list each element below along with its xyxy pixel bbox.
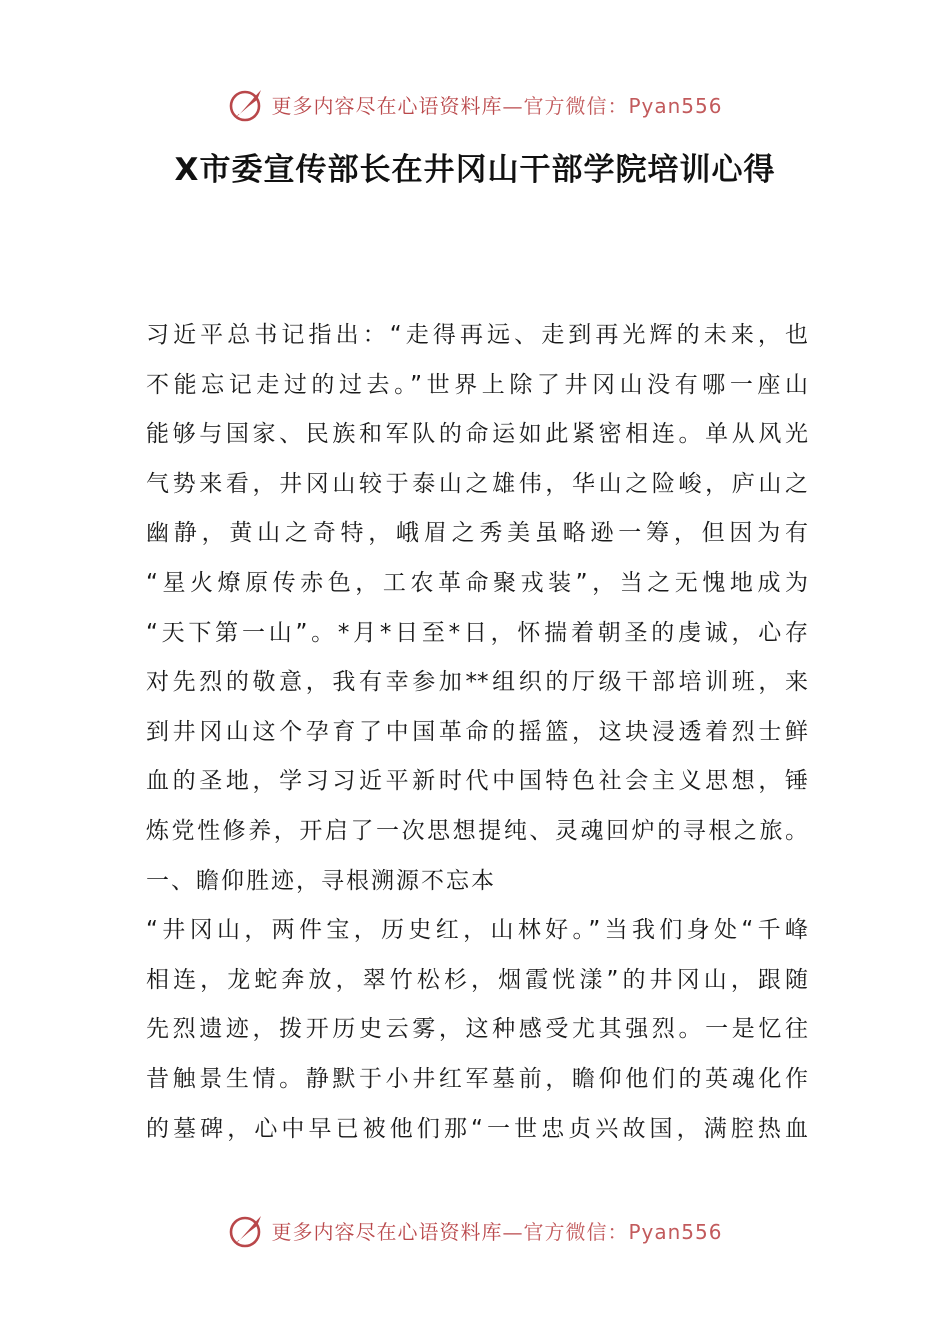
header-banner [0,84,950,124]
text-line: 先烈遗迹，拨开历史云雾，这种感受尤其强烈。一是忆往 [146,1016,808,1043]
text-line: 幽静，黄山之奇特，峨眉之秀美虽略逊一筹，但因为有 [146,520,808,547]
text-line: 的墓碑，心中早已被他们那“一世忠贞兴故国，满腔热血 [146,1115,808,1142]
text-line: 到井冈山这个孕育了中国革命的摇篮，这块浸透着烈士鲜 [146,718,808,745]
text-line: 气势来看，井冈山较于泰山之雄伟，华山之险峻，庐山之 [146,470,808,497]
banner-separator: — [502,93,524,118]
page-title: X市委宣传部长在井冈山干部学院培训心得 [174,152,776,188]
text-line: 血的圣地，学习习近平新时代中国特色社会主义思想，锤 [146,768,808,795]
text-line: 习近平总书记指出：“走得再远、走到再光辉的未来，也 [146,322,808,348]
banner-slogan: 更多内容尽在心语资料库 [271,93,503,118]
banner-separator: — [502,1219,524,1244]
text-line: 昔触景生情。静默于小井红军墓前，瞻仰他们的英魂化作 [146,1065,808,1092]
text-line: 能够与国家、民族和军队的命运如此紧密相连。单从风光 [146,421,808,448]
text-line: 炼党性修养，开启了一次思想提纯、灵魂回炉的寻根之旅。 [146,817,808,844]
banner-wechat: 官方微信：Pyan556 [523,93,723,118]
banner-wechat: 官方微信：Pyan556 [523,1219,723,1244]
banner-slogan: 更多内容尽在心语资料库 [271,1219,503,1244]
section-heading: 一、瞻仰胜迹，寻根溯源不忘本 [146,867,496,894]
text-line: 不能忘记走过的过去。”世界上除了井冈山没有哪一座山 [146,371,808,398]
quill-pen-logo-icon [227,1210,267,1250]
text-line: “星火燎原传赤色，工农革命聚戎装”，当之无愧地成为 [146,569,808,596]
text-line: 对先烈的敬意，我有幸参加**组织的厅级干部培训班，来 [146,669,808,696]
banner-text [271,90,722,119]
banner-text [271,1216,722,1245]
document-body [146,311,808,1154]
footer-banner [0,1210,950,1250]
quill-pen-logo-icon [227,84,267,124]
text-line: “井冈山，两件宝，历史红，山林好。”当我们身处“千峰 [146,917,808,944]
text-line: 相连，龙蛇奔放，翠竹松杉，烟霞恍漾”的井冈山，跟随 [146,966,808,993]
text-line: “天下第一山”。*月*日至*日，怀揣着朝圣的虔诚，心存 [146,619,808,646]
